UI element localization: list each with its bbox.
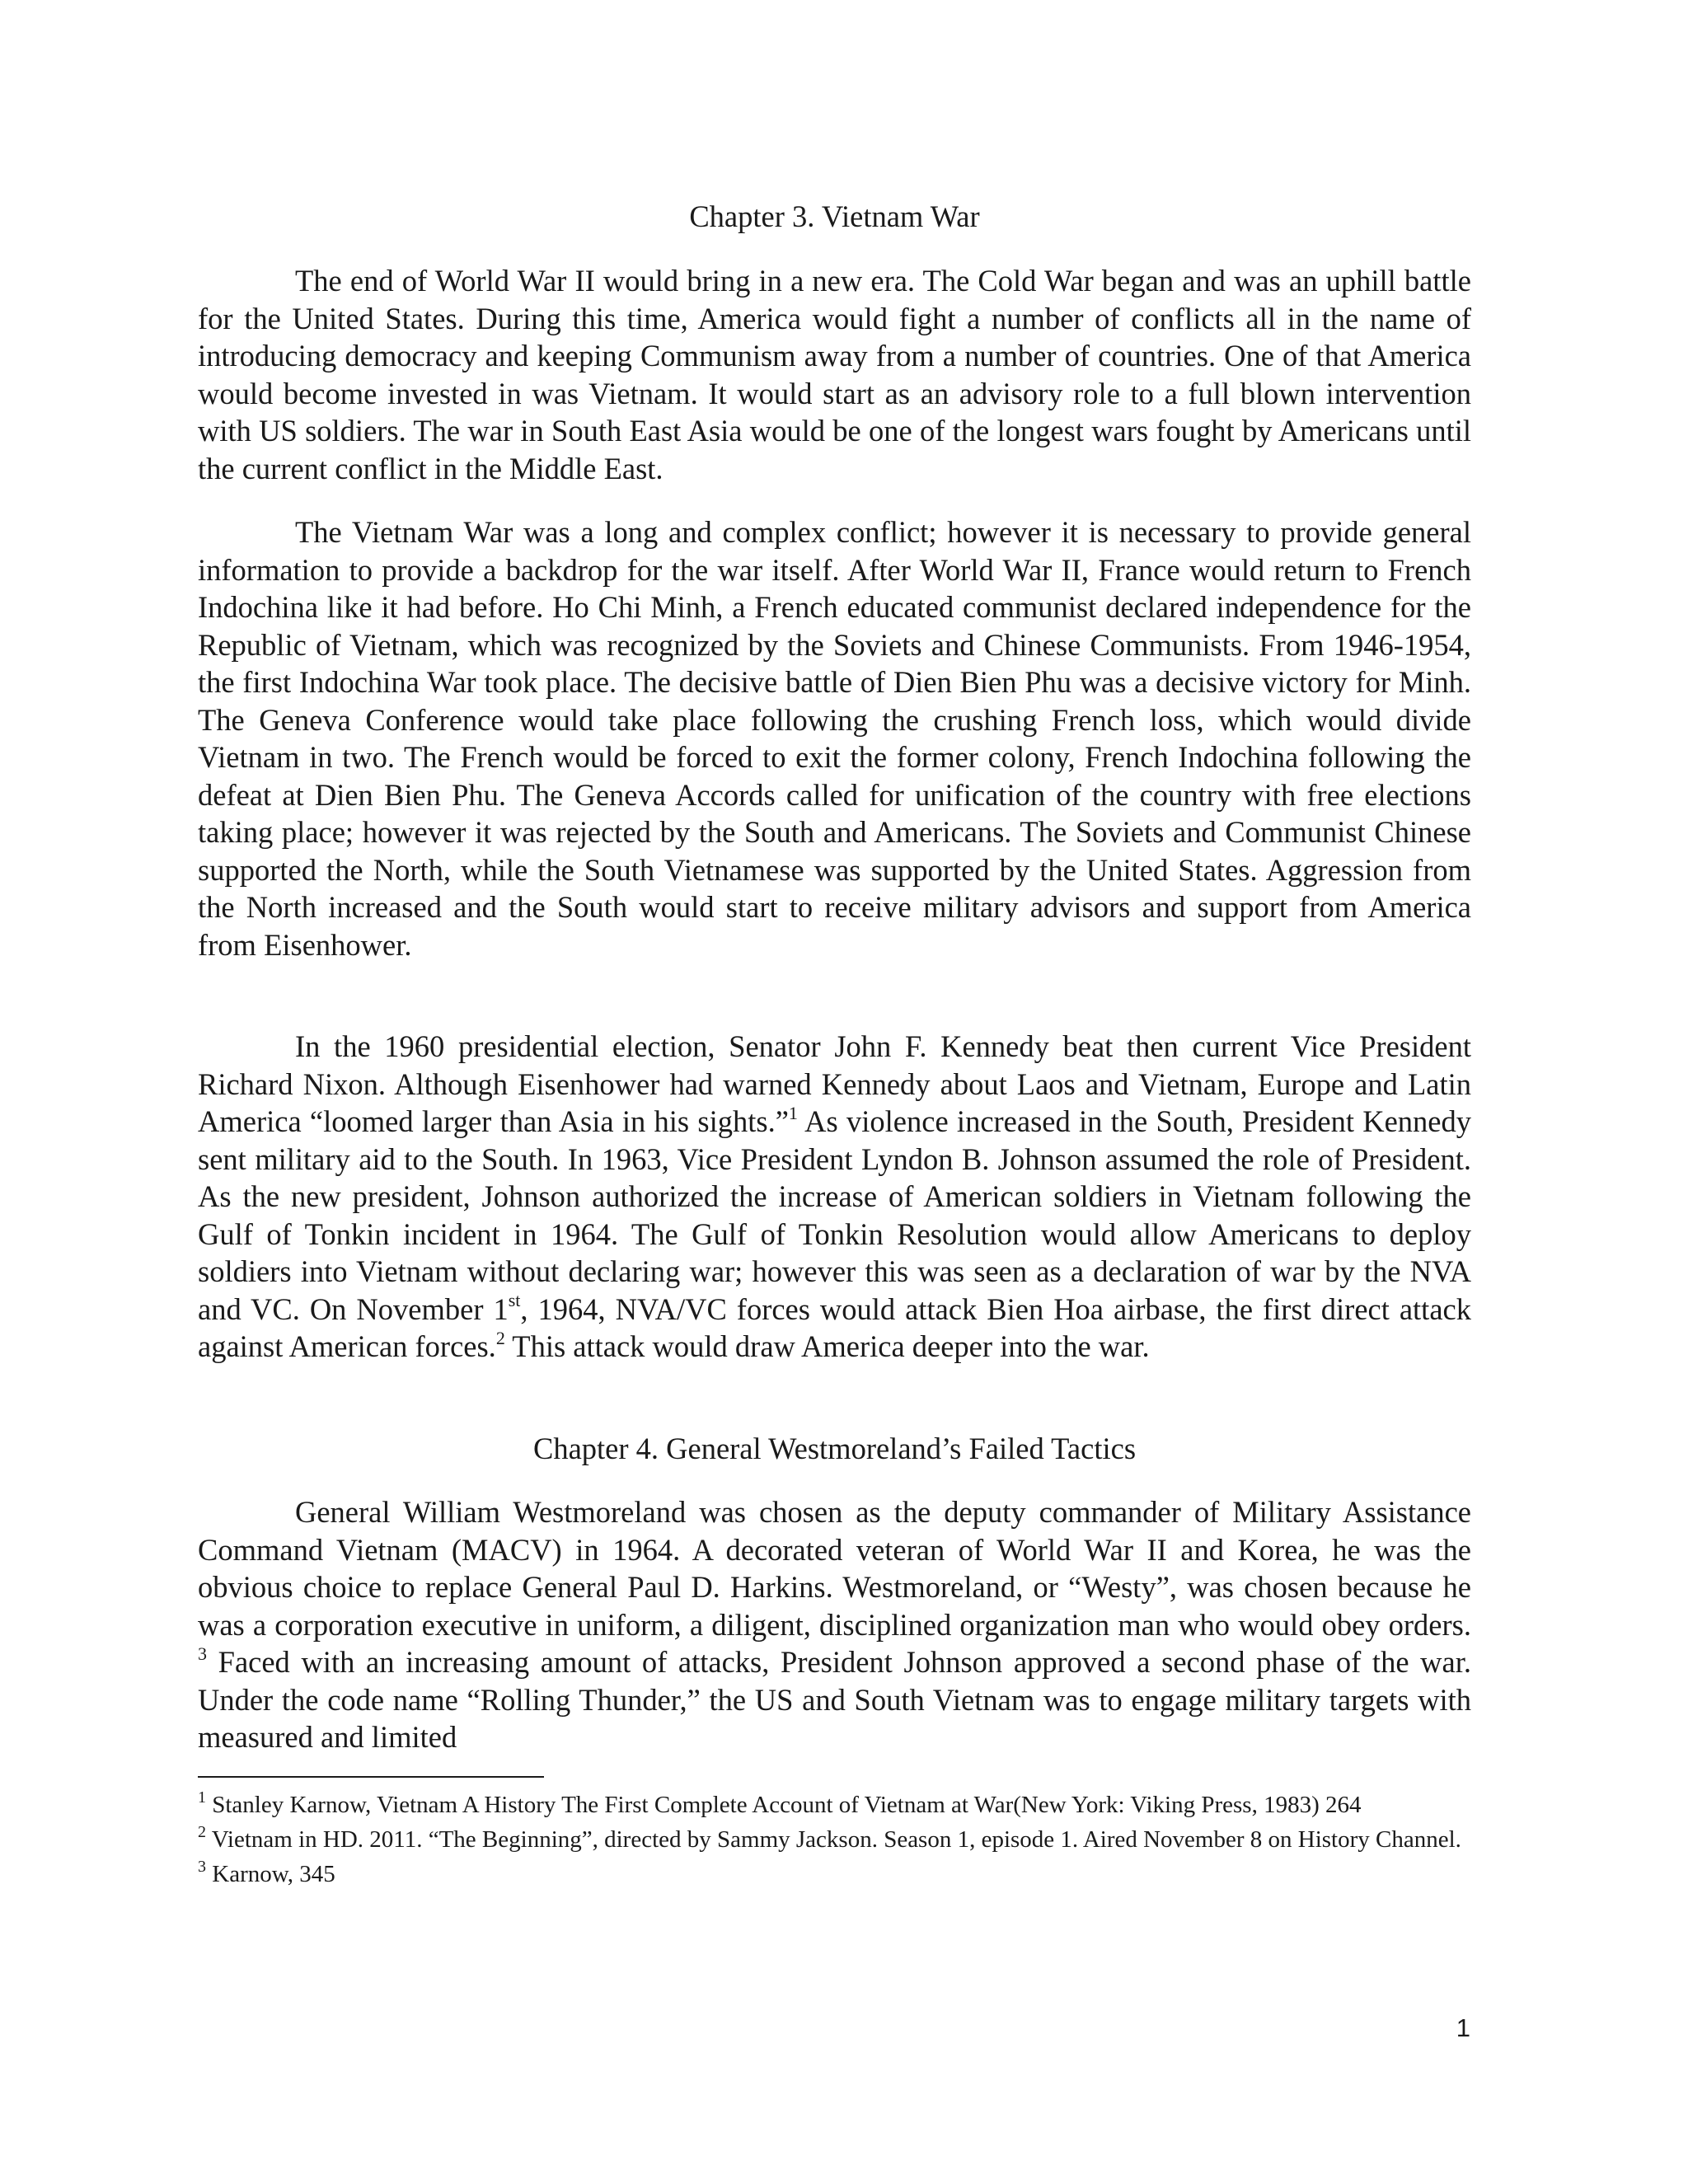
footnotes <box>198 1790 1471 1894</box>
chapter-3-paragraph-3-part-c: , 1964, NVA/VC forces would attack Bien Hoa airbase, the first direct attack against American forces. <box>198 1291 1471 1363</box>
chapter-4-paragraph-1-part-a: General William Westmoreland was chosen as the deputy commander of Military Assistance Command Vietnam (MACV) in 1964. A decorated veteran of World War II and Korea, he was the obvious choice to replace General Paul D. Harkins. Westmoreland, or “Westy”, was chosen because he was a corporation executive in uniform, a diligent, disciplined organization man who would obey orders. <box>198 1495 1471 1642</box>
footnote-number: 1 <box>198 1788 206 1807</box>
chapter-4-paragraph-1 <box>198 1493 1471 1756</box>
footnote-text: Karnow, 345 <box>212 1861 335 1887</box>
footnote-3 <box>198 1859 1471 1890</box>
chapter-4-heading: Chapter 4. General Westmoreland’s Failed Tactics <box>532 1432 1137 1465</box>
chapter-3-paragraph-1: The end of World War II would bring in a new era. The Cold War began and was an uphill battle for the United States. During this time, America would fight a number of conflicts all in the name of introducing democracy and keeping Communism away from a number of countries. One of that America would become invested in was Vietnam. It would start as an advisory role to a full blown intervention with US soldiers. The war in South East Asia would be one of the longest wars fought by Americans until the current conflict in the Middle East. <box>198 264 1471 485</box>
footnote-text: Vietnam in HD. 2011. “The Beginning”, directed by Sammy Jackson. Season 1, episode 1. Aired November 8 on History Channel. <box>211 1826 1461 1853</box>
chapter-3-paragraph-3-part-d: This attack would draw America deeper into the war. <box>504 1329 1150 1363</box>
footnote-separator <box>198 1776 544 1778</box>
footnote-ref-2: 2 <box>495 1327 505 1348</box>
chapter-3-paragraph-3 <box>198 1028 1471 1366</box>
footnote-number: 3 <box>198 1858 206 1877</box>
footnote-ref-3: 3 <box>198 1643 207 1664</box>
page-number: 1 <box>1456 2013 1470 2042</box>
chapter-4-paragraph-1-part-b: Faced with an increasing amount of attacks, President Johnson approved a second phase of the war. Under the code name “Rolling Thunder,” the US and South Vietnam was to engage military targets with measured and limited <box>198 1645 1471 1754</box>
chapter-3-paragraph-2: The Vietnam War was a long and complex conflict; however it is necessary to provide general information to provide a backdrop for the war itself. After World War II, France would return to French Indochina like it had before. Ho Chi Minh, a French educated communist declared independence for the Republic of Vietnam, which was recognized by the Soviets and Chinese Communists. From 1946-1954, the first Indochina War took place. The decisive battle of Dien Bien Phu was a decisive victory for Minh. The Geneva Conference would take place following the crushing French loss, which would divide Vietnam in two. The French would be forced to exit the former colony, French Indochina following the defeat at Dien Bien Phu. The Geneva Accords called for unification of the country with free elections taking place; however it was rejected by the South and Americans. The Soviets and Communist Chinese supported the North, while the South Vietnamese was supported by the United States. Aggression from the North increased and the South would start to receive military advisors and support from America from Eisenhower. <box>198 515 1471 962</box>
ordinal-suffix: st <box>508 1290 521 1311</box>
chapter-3-heading: Chapter 3. Vietnam War <box>689 199 980 233</box>
footnote-text: Stanley Karnow, Vietnam A History The First Complete Account of Vietnam at War(New York: Viking Press, 1983) 264 <box>212 1792 1362 1818</box>
footnote-ref-1: 1 <box>788 1102 798 1123</box>
footnote-1 <box>198 1790 1471 1821</box>
chapter-3-paragraph-3-part-a: In the 1960 presidential election, Senator John F. Kennedy beat then current Vice President Richard Nixon. Although Eisenhower had warned Kennedy about Laos and Vietnam, Europe and Latin America “loomed larger than Asia in his sights.” <box>198 1029 1471 1138</box>
footnote-2 <box>198 1825 1471 1855</box>
footnote-number: 2 <box>198 1823 206 1842</box>
chapter-3-paragraph-3-part-b: As violence increased in the South, President Kennedy sent military aid to the South. In 1963, Vice President Lyndon B. Johnson assumed the role of President. As the new president, Johnson authorized the increase of American soldiers in Vietnam following the Gulf of Tonkin incident in 1964. The Gulf of Tonkin Resolution would allow Americans to deploy soldiers into Vietnam without declaring war; however this was seen as a declaration of war by the NVA and VC. On November 1 <box>198 1104 1471 1326</box>
